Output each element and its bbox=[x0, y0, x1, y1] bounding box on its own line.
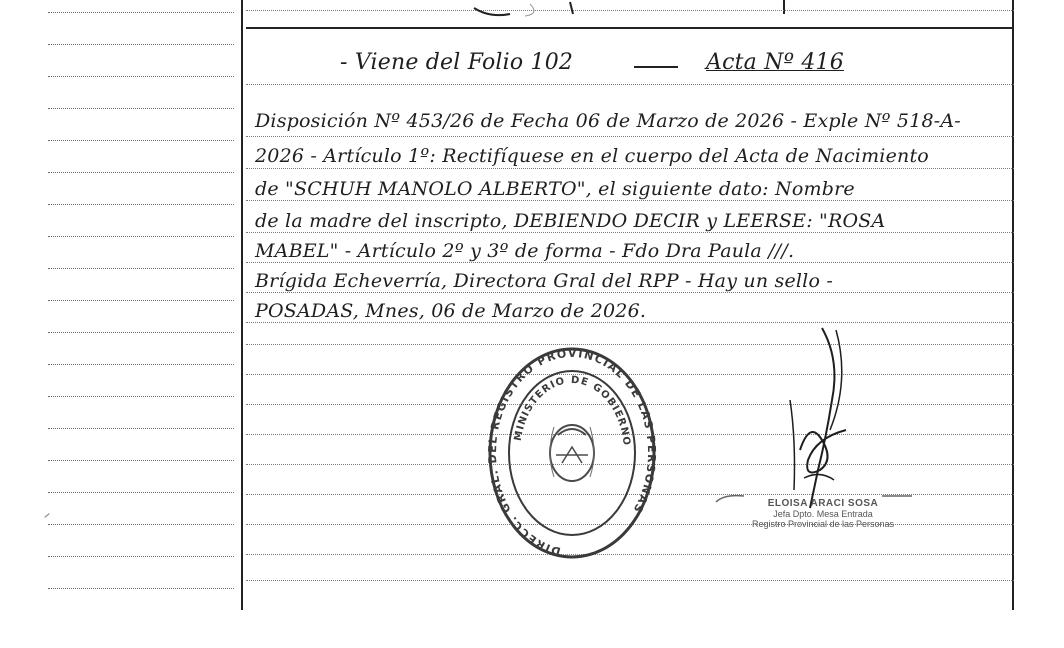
official-seal bbox=[486, 345, 658, 563]
signature-stamp bbox=[713, 498, 933, 529]
margin-line bbox=[48, 588, 234, 589]
body-line: Brígida Echeverría, Directora Gral del RPP - Hay un sello - bbox=[255, 270, 833, 292]
svg-text:DIRECC. GRAL. DEL REGISTRO PRO: DIRECC. GRAL. DEL REGISTRO PROVINCIAL DE LAS PERSONAS bbox=[486, 346, 658, 558]
ruled-line bbox=[246, 200, 1014, 201]
body-line: POSADAS, Mnes, 06 de Marzo de 2026. bbox=[255, 300, 647, 322]
margin-line bbox=[48, 524, 234, 525]
margin-line bbox=[48, 268, 234, 269]
ruled-line bbox=[246, 232, 1014, 233]
margin-line bbox=[48, 556, 234, 557]
margin-line bbox=[48, 76, 234, 77]
margin-line bbox=[48, 492, 234, 493]
ruled-line bbox=[246, 84, 1014, 85]
svg-text:MINISTERIO DE GOBIERNO: MINISTERIO DE GOBIERNO bbox=[512, 374, 632, 447]
signature bbox=[760, 320, 870, 510]
ruled-line bbox=[246, 10, 1014, 11]
margin-column bbox=[48, 0, 234, 600]
top-divider-tick bbox=[783, 0, 785, 14]
signatory-name: ELOISA ARACI SOSA bbox=[767, 498, 879, 509]
coat-of-arms-icon bbox=[550, 425, 594, 481]
margin-line bbox=[48, 172, 234, 173]
top-separator bbox=[246, 27, 1014, 29]
margin-line bbox=[48, 236, 234, 237]
left-vertical-rule bbox=[241, 0, 243, 610]
folio-reference: - Viene del Folio 102 bbox=[340, 50, 574, 75]
ruled-line bbox=[246, 580, 1014, 581]
ruled-line bbox=[246, 168, 1014, 169]
body-line: de la madre del inscripto, DEBIENDO DECIR y LEERSE: "ROSA bbox=[255, 210, 886, 232]
previous-entry-remnant bbox=[470, 0, 590, 22]
margin-line bbox=[48, 396, 234, 397]
margin-line bbox=[48, 428, 234, 429]
ruled-line bbox=[246, 262, 1014, 263]
margin-line bbox=[48, 300, 234, 301]
signatory-office: Registro Provincial de las Personas bbox=[751, 519, 895, 529]
body-line: MABEL" - Artículo 2º y 3º de forma - Fdo Dra Paula ///. bbox=[255, 240, 795, 262]
signatory-role: Jefa Dpto. Mesa Entrada bbox=[773, 509, 873, 519]
ruled-line bbox=[246, 292, 1014, 293]
body-line: de "SCHUH MANOLO ALBERTO", el siguiente dato: Nombre bbox=[255, 178, 855, 200]
acta-number: Acta Nº 416 bbox=[706, 50, 844, 75]
margin-line bbox=[48, 44, 234, 45]
margin-line bbox=[48, 364, 234, 365]
right-vertical-rule bbox=[1012, 0, 1014, 610]
body-line: 2026 - Artículo 1º: Rectifíquese en el cuerpo del Acta de Nacimiento bbox=[255, 145, 929, 167]
ruled-line bbox=[246, 322, 1014, 323]
ruled-line bbox=[246, 136, 1014, 137]
margin-line bbox=[48, 332, 234, 333]
margin-line bbox=[48, 12, 234, 13]
margin-line bbox=[48, 204, 234, 205]
body-line: Disposición Nº 453/26 de Fecha 06 de Marzo de 2026 - Exple Nº 518-A- bbox=[255, 110, 961, 132]
margin-line bbox=[48, 140, 234, 141]
margin-line bbox=[48, 460, 234, 461]
header-dash bbox=[634, 66, 678, 68]
margin-line bbox=[48, 108, 234, 109]
